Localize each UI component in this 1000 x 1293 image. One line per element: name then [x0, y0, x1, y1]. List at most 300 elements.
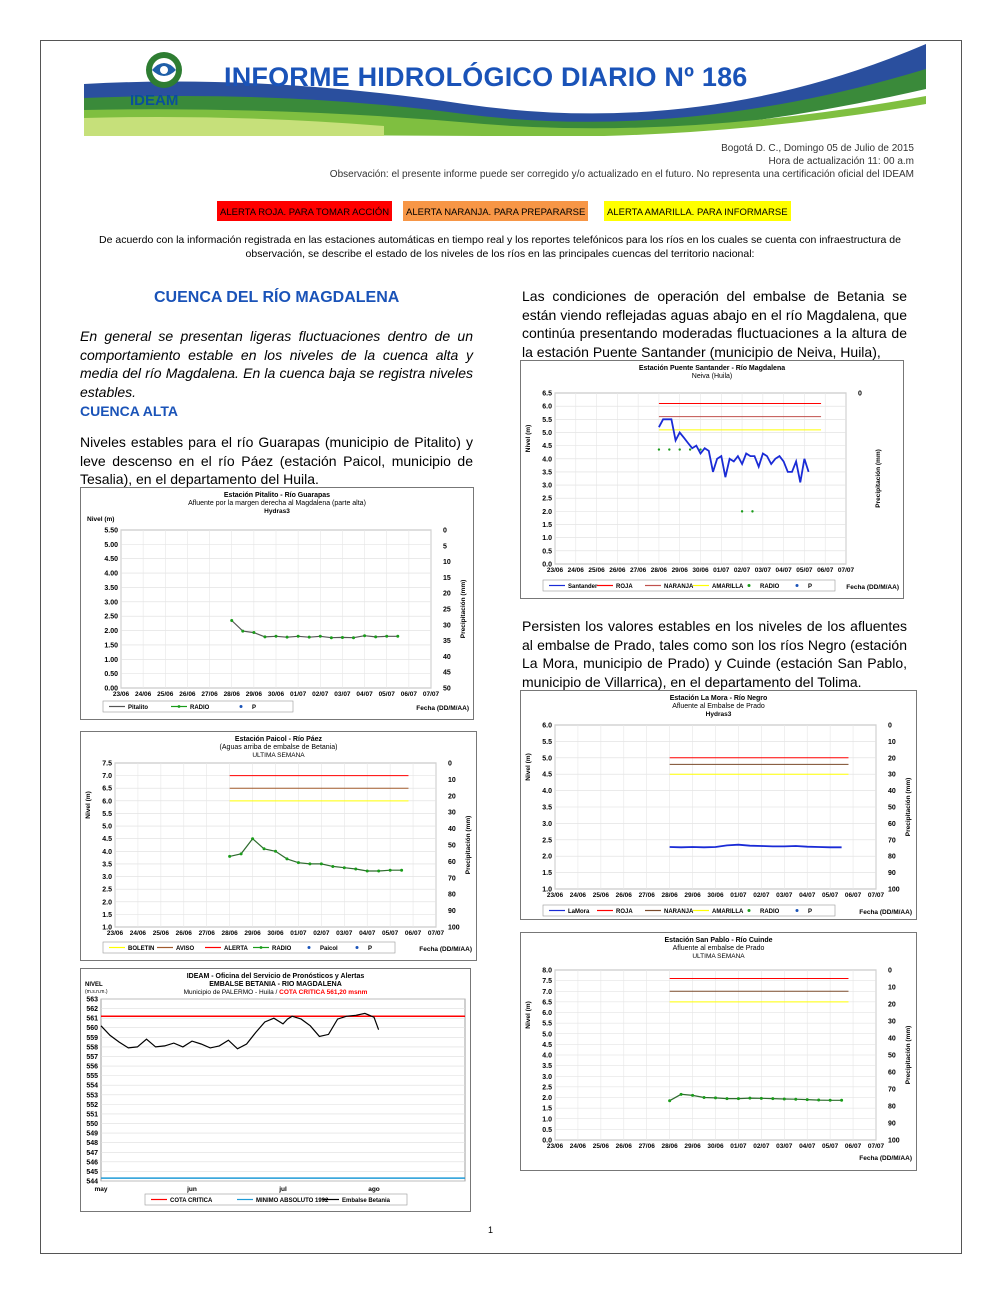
chart-title: Estación Puente Santander - Río Magdalena	[638, 365, 786, 372]
y-tick-label: 5.0	[542, 429, 552, 437]
data-point	[320, 862, 323, 865]
y-tick-label: 6.0	[542, 1010, 552, 1017]
y-tick-label: 0.50	[104, 671, 118, 679]
y2-tick-label: 5	[443, 543, 447, 551]
x-tick-label: 25/06	[592, 892, 609, 899]
y2-axis-label: Precipitación (mm)	[465, 815, 472, 875]
y2-tick-label: 50	[443, 685, 451, 693]
data-point	[725, 1097, 728, 1100]
x-tick-label: 27/06	[638, 1143, 655, 1150]
y-tick-label: 4.0	[542, 1052, 552, 1060]
x-tick-label: 27/06	[630, 567, 647, 574]
data-point	[319, 635, 322, 638]
y-tick-label: 3.0	[542, 820, 552, 828]
data-point	[308, 862, 311, 865]
legend-label: Embalse Betania	[342, 1198, 391, 1204]
intro-text: De acuerdo con la información registrada en las estaciones automáticas en tiempo real y los reportes telefónicos para los ríos en los cuales se cuenta con infraestructura de observación, se describe el estado de los niveles de los ríos en las principales cuencas del territorio nacional:	[99, 234, 901, 260]
y-tick-label: 5.5	[542, 1020, 552, 1028]
y-tick-label: 4.5	[542, 1041, 552, 1049]
y-tick-label: 544	[86, 1178, 98, 1186]
y-axis-label: Nivel (m)	[87, 516, 115, 523]
y2-tick-label: 90	[888, 1120, 896, 1128]
data-point	[840, 1099, 843, 1102]
x-tick-label: 07/07	[867, 892, 885, 899]
x-tick-label: 03/07	[776, 892, 793, 899]
data-point	[263, 635, 266, 638]
x-tick-label: 28/06	[650, 567, 668, 574]
legend-marker-dot	[178, 705, 181, 708]
x-tick-label: 04/07	[799, 1143, 816, 1150]
y-tick-label: 1.5	[542, 870, 552, 878]
legend-marker	[748, 909, 751, 912]
y-tick-label: 1.5	[542, 1105, 552, 1113]
y-tick-label: 3.0	[542, 1073, 552, 1081]
page-number: 1	[488, 1225, 494, 1235]
y2-tick-label: 20	[443, 590, 451, 598]
x-tick-label: 06/07	[844, 892, 862, 899]
x-tick-label: 04/07	[775, 567, 792, 574]
x-tick-label: 25/06	[157, 691, 174, 698]
legend-label: Pitalito	[128, 705, 149, 711]
y-tick-label: 552	[86, 1101, 98, 1109]
legend-label: AVISO	[176, 946, 195, 952]
chart-title: Estación Paicol - Río Páez	[234, 736, 323, 743]
chart-betania	[80, 968, 471, 1212]
y2-tick-label: 100	[448, 924, 460, 932]
y-tick-label: 7.0	[102, 773, 112, 781]
x-tick-label: 26/06	[615, 1143, 632, 1150]
y2-axis-label: Precipitación (mm)	[905, 1025, 912, 1085]
legend-label: ROJA	[616, 584, 633, 590]
y-tick-label: 546	[86, 1159, 98, 1167]
y2-tick-label: 50	[448, 842, 456, 850]
y-tick-label: 558	[86, 1044, 98, 1052]
subsection-title: CUENCA ALTA	[80, 403, 178, 419]
y-tick-label: 1.0	[542, 1116, 552, 1124]
x-tick-label: 24/06	[569, 892, 587, 899]
chart-subtitle-2: Municipio de PALERMO - Huila / COTA CRITICA 561,20 msnm	[183, 989, 368, 996]
data-point	[829, 1099, 832, 1102]
data-point	[689, 448, 691, 450]
legend-marker	[748, 584, 751, 587]
x-tick-label: 03/07	[334, 691, 351, 698]
y2-tick-label: 40	[888, 788, 896, 796]
y-tick-label: 8.0	[542, 967, 552, 975]
x-tick-label: may	[94, 1186, 108, 1193]
legend-label: ALERTA	[224, 946, 248, 952]
data-point	[385, 635, 388, 638]
data-point	[275, 635, 278, 638]
chart-subtitle: (Aguas arriba de embalse de Betania)	[219, 744, 338, 751]
y-tick-label: 1.0	[102, 924, 112, 932]
x-tick-label: 03/07	[336, 930, 353, 937]
y-tick-label: 7.0	[542, 988, 552, 996]
y-tick-label: 557	[86, 1053, 98, 1061]
y2-tick-label: 60	[448, 858, 456, 866]
y2-tick-label: 70	[448, 875, 456, 883]
y-tick-label: 2.5	[542, 837, 552, 845]
logo-text: IDEAM	[130, 92, 179, 109]
x-tick-label: 30/06	[707, 1143, 724, 1150]
y2-tick-label: 10	[448, 776, 456, 784]
y-axis-unit: (m.s.n.m.)	[85, 989, 108, 995]
summary-text: En general se presentan ligeras fluctuaciones dentro de un comportamiento estable en los niveles de la cuenca alta y media del río Magdalena. En la cuenca baja se registra niveles estables.	[80, 328, 473, 400]
alert-orange-badge: ALERTA NARANJA. PARA PREPARARSE	[403, 201, 588, 221]
section-title: CUENCA DEL RÍO MAGDALENA	[154, 289, 400, 306]
chart-betania-svg	[81, 969, 470, 1211]
data-point	[330, 636, 333, 639]
y2-tick-label: 30	[888, 1018, 896, 1026]
data-point	[263, 847, 266, 850]
y-tick-label: 2.5	[102, 886, 112, 894]
legend-label: AMARILLA	[712, 584, 744, 590]
x-tick-label: 23/06	[546, 1143, 564, 1150]
y2-tick-label: 40	[888, 1035, 896, 1043]
y2-tick-label: 0	[448, 760, 452, 768]
x-axis-label: Fecha (DD/M/AA)	[859, 909, 912, 916]
x-tick-label: 29/06	[684, 892, 701, 899]
y2-axis-label: Precipitación (mm)	[875, 449, 882, 508]
y2-axis-label: Precipitación (mm)	[460, 579, 467, 639]
legend-marker	[796, 909, 799, 912]
y-tick-label: 0.5	[542, 1126, 552, 1134]
y-tick-label: 5.5	[542, 416, 552, 424]
data-point	[817, 1099, 820, 1102]
x-tick-label: 02/07	[733, 567, 751, 574]
y2-axis-label: Precipitación (mm)	[905, 777, 912, 837]
x-tick-label: 27/06	[198, 930, 215, 937]
y2-tick-label: 100	[888, 1137, 900, 1145]
y-tick-label: 0.0	[542, 561, 552, 569]
y-tick-label: 1.5	[102, 911, 112, 919]
chart-lamora	[520, 690, 917, 920]
y-tick-label: 3.5	[542, 1063, 552, 1071]
chart-paicol-svg	[81, 732, 476, 960]
x-tick-label: 23/06	[546, 567, 564, 574]
data-point	[699, 448, 701, 450]
y-tick-label: 1.00	[104, 656, 118, 664]
legend-label: RADIO	[760, 584, 780, 590]
x-tick-label: 29/06	[244, 930, 261, 937]
y-axis-label: Nivel (m)	[525, 424, 532, 453]
y-tick-label: 6.0	[542, 722, 552, 730]
x-tick-label: 29/06	[245, 691, 262, 698]
y-tick-label: 547	[86, 1149, 98, 1157]
legend-label: P	[252, 705, 257, 711]
x-tick-label: 28/06	[221, 930, 238, 937]
data-point	[703, 1096, 706, 1099]
chart-pitalito-svg	[81, 488, 473, 719]
y2-tick-label: 50	[888, 804, 896, 812]
y2-tick-label: 80	[448, 891, 456, 899]
data-point	[297, 635, 300, 638]
x-tick-label: 30/06	[707, 892, 724, 899]
x-tick-label: 07/07	[867, 1143, 885, 1150]
legend-label: RADIO	[760, 909, 780, 915]
x-tick-label: 25/06	[588, 567, 605, 574]
y-tick-label: 553	[86, 1092, 98, 1100]
y-tick-label: 4.5	[542, 443, 552, 451]
x-tick-label: 01/07	[713, 567, 730, 574]
y-tick-label: 3.5	[102, 861, 112, 869]
data-point	[285, 857, 288, 860]
chart-paicol	[80, 731, 477, 961]
chart-lamora-svg	[521, 691, 916, 919]
x-tick-label: 01/07	[730, 892, 747, 899]
y-tick-label: 0.5	[542, 548, 552, 556]
alert-yellow-badge: ALERTA AMARILLA. PARA INFORMARSE	[604, 201, 791, 221]
y2-tick-label: 0	[888, 722, 892, 730]
y-tick-label: 5.5	[542, 738, 552, 746]
x-axis-label: Fecha (DD/M/AA)	[846, 584, 899, 591]
y-tick-label: 554	[86, 1082, 98, 1090]
x-tick-label: 01/07	[730, 1143, 747, 1150]
chart-subtitle: Afluente por la margen derecha al Magdalena (parte alta)	[188, 500, 366, 507]
data-point	[228, 855, 231, 858]
y-tick-label: 0.00	[104, 685, 118, 693]
data-point	[771, 1097, 774, 1100]
data-point	[748, 1097, 751, 1100]
x-tick-label: 28/06	[661, 1143, 678, 1150]
y-tick-label: 3.00	[104, 599, 118, 607]
y-tick-label: 4.5	[542, 771, 552, 779]
x-tick-label: 26/06	[179, 691, 196, 698]
y2-tick-label: 100	[888, 886, 900, 894]
y2-tick-label: 25	[443, 606, 451, 614]
x-tick-label: 05/07	[378, 691, 395, 698]
y-axis-label: Nivel (m)	[525, 753, 532, 781]
x-tick-label: 05/07	[822, 892, 839, 899]
chart-subtitle: Afluente al Embalse de Prado	[672, 703, 765, 710]
data-point	[806, 1098, 809, 1101]
chart-title: Estación San Pablo - Río Cuinde	[664, 937, 773, 944]
data-point	[374, 635, 377, 638]
y-tick-label: 2.5	[542, 1084, 552, 1092]
x-tick-label: 23/06	[106, 930, 124, 937]
y2-tick-label: 30	[448, 809, 456, 817]
y-tick-label: 2.00	[104, 628, 118, 636]
y2-tick-label: 40	[448, 826, 456, 834]
y2-tick-label: 70	[888, 1086, 896, 1094]
chart-subtitle-highlight: COTA CRITICA 561,20 msnm	[277, 989, 368, 996]
y2-tick-label: 50	[888, 1052, 896, 1060]
x-tick-label: 30/06	[692, 567, 709, 574]
x-tick-label: 04/07	[356, 691, 373, 698]
legend-label: Paicol	[320, 946, 338, 952]
x-tick-label: 02/07	[312, 691, 329, 698]
y-axis-label: NIVEL	[85, 982, 103, 988]
y-tick-label: 2.0	[542, 1095, 552, 1102]
data-point	[751, 510, 753, 512]
y-tick-label: 5.0	[102, 823, 112, 831]
y-tick-label: 563	[86, 996, 98, 1004]
y-axis-label: Nivel (m)	[85, 791, 92, 819]
data-point	[343, 866, 346, 869]
legend-label: P	[368, 946, 373, 952]
y2-tick-label: 0	[858, 390, 862, 398]
legend-label: RADIO	[272, 946, 292, 952]
data-point	[658, 448, 660, 450]
x-tick-label: 03/07	[754, 567, 771, 574]
legend-label: MINIMO ABSOLUTO 1992	[256, 1198, 329, 1204]
x-tick-label: 26/06	[175, 930, 192, 937]
y2-tick-label: 20	[888, 1001, 896, 1009]
y-tick-label: 7.5	[542, 978, 552, 986]
y-tick-label: 5.5	[102, 810, 112, 818]
betania-text: Las condiciones de operación del embalse de Betania se están viendo reflejadas aguas abajo en el río Magdalena, que continúa presentando moderadas fluctuaciones a la altura de la estación Puente Santander (municipio de Neiva, Huila),	[522, 288, 907, 360]
y-tick-label: 549	[86, 1130, 98, 1138]
x-tick-label: 05/07	[822, 1143, 839, 1150]
y2-tick-label: 35	[443, 638, 451, 646]
data-point	[274, 850, 277, 853]
data-point	[691, 1094, 694, 1097]
y-tick-label: 7.5	[102, 760, 112, 768]
chart-pitalito	[80, 487, 474, 720]
legend-label: Santander	[568, 584, 598, 590]
x-tick-label: 01/07	[290, 691, 307, 698]
y-tick-label: 1.50	[104, 642, 118, 650]
y2-tick-label: 80	[888, 853, 896, 861]
chart-sanpablo	[520, 932, 917, 1171]
y2-tick-label: 10	[443, 559, 451, 567]
y-tick-label: 2.50	[104, 613, 118, 621]
x-tick-label: 23/06	[546, 892, 564, 899]
data-point	[331, 865, 334, 868]
x-tick-label: 30/06	[267, 930, 284, 937]
y2-tick-label: 60	[888, 820, 896, 828]
data-point	[760, 1097, 763, 1100]
legend-label: P	[808, 584, 813, 590]
data-point	[783, 1097, 786, 1100]
y2-tick-label: 80	[888, 1103, 896, 1111]
x-tick-label: 24/06	[135, 691, 152, 698]
x-tick-label: 06/07	[400, 691, 417, 698]
y-tick-label: 5.0	[542, 1031, 552, 1039]
y2-tick-label: 90	[888, 870, 896, 878]
chart-subtitle-2: ULTIMA SEMANA	[692, 953, 745, 960]
y-tick-label: 2.0	[542, 853, 552, 861]
x-tick-label: 05/07	[796, 567, 813, 574]
x-tick-label: 04/07	[359, 930, 376, 937]
x-tick-label: 07/07	[427, 930, 445, 937]
page-title: INFORME HIDROLÓGICO DIARIO Nº 186	[224, 62, 748, 92]
x-tick-label: 02/07	[313, 930, 330, 937]
data-point	[363, 634, 366, 637]
data-point	[389, 869, 392, 872]
data-point	[354, 867, 357, 870]
y2-tick-label: 0	[888, 967, 892, 975]
x-tick-label: 28/06	[661, 892, 678, 899]
data-point	[680, 1093, 683, 1096]
y-tick-label: 4.0	[102, 848, 112, 856]
data-point	[714, 1096, 717, 1099]
data-point	[297, 861, 300, 864]
legend-label: NARANJA	[664, 909, 694, 915]
x-tick-label: 24/06	[567, 567, 584, 574]
y-tick-label: 4.50	[104, 556, 118, 564]
y-tick-label: 3.0	[542, 482, 552, 490]
legend-label: COTA CRITICA	[170, 1198, 213, 1204]
x-axis-label: Fecha (DD/M/AA)	[859, 1155, 912, 1162]
legend-marker-dot	[260, 946, 263, 949]
date-line: Bogotá D. C., Domingo 05 de Julio de 2015	[721, 143, 914, 154]
y-tick-label: 6.5	[542, 999, 552, 1007]
chart-subtitle-2: Hydras3	[705, 711, 732, 718]
y-tick-label: 4.0	[542, 788, 552, 796]
y-tick-label: 5.50	[104, 527, 118, 535]
legend-label: BOLETIN	[128, 946, 155, 952]
y2-tick-label: 90	[448, 908, 456, 916]
x-tick-label: 04/07	[799, 892, 816, 899]
y-tick-label: 545	[86, 1168, 98, 1176]
x-axis-label: Fecha (DD/M/AA)	[419, 946, 472, 953]
disclaimer-note: Observación: el presente informe puede ser corregido y/o actualizado en el futuro. No representa una certificación oficial del IDEAM	[329, 169, 914, 180]
y-tick-label: 4.5	[102, 836, 112, 844]
y2-tick-label: 40	[443, 653, 451, 661]
legend-label: P	[808, 909, 813, 915]
data-point	[251, 837, 254, 840]
data-point	[396, 635, 399, 638]
y-tick-label: 548	[86, 1140, 98, 1148]
x-tick-label: 25/06	[592, 1143, 609, 1150]
x-tick-label: 26/06	[615, 892, 632, 899]
plot-area	[101, 999, 465, 1181]
y2-tick-label: 70	[888, 837, 896, 845]
y2-tick-label: 45	[443, 669, 451, 677]
x-tick-label: 27/06	[638, 892, 655, 899]
x-tick-label: 23/06	[112, 691, 130, 698]
y-axis-label: Nivel (m)	[525, 1001, 532, 1029]
chart-subtitle-2: ULTIMA SEMANA	[252, 752, 305, 759]
chart-subtitle-2: Hydras3	[264, 508, 290, 515]
x-tick-label: 02/07	[753, 1143, 770, 1150]
chart-subtitle: Neiva (Huila)	[691, 373, 733, 380]
y2-tick-label: 20	[448, 793, 456, 801]
y-tick-label: 2.0	[542, 508, 552, 516]
data-point	[352, 636, 355, 639]
y-tick-label: 5.00	[104, 541, 118, 549]
x-tick-label: 28/06	[223, 691, 240, 698]
y2-tick-label: 0	[443, 527, 447, 535]
chart-santander	[520, 360, 904, 599]
data-point	[241, 630, 244, 633]
data-point	[794, 1098, 797, 1101]
chart-subtitle: EMBALSE BETANIA - RIO MAGDALENA	[209, 981, 342, 988]
legend-label: AMARILLA	[712, 909, 744, 915]
y-tick-label: 2.0	[102, 899, 112, 907]
x-axis-label: Fecha (DD/M/AA)	[416, 705, 469, 712]
y-tick-label: 6.0	[542, 403, 552, 411]
legend-marker	[240, 705, 243, 708]
chart-title: Estación La Mora - Río Negro	[669, 695, 768, 702]
y-tick-label: 1.0	[542, 535, 552, 543]
legend-marker	[308, 946, 311, 949]
y2-tick-label: 30	[888, 771, 896, 779]
y-tick-label: 560	[86, 1025, 98, 1033]
x-tick-label: 06/07	[817, 567, 834, 574]
y-tick-label: 6.5	[102, 785, 112, 793]
data-point	[366, 869, 369, 872]
y-tick-label: 556	[86, 1063, 98, 1071]
y-tick-label: 5.0	[542, 755, 552, 763]
data-point	[230, 619, 233, 622]
y-tick-label: 6.0	[102, 798, 112, 806]
prado-text: Persisten los valores estables en los niveles de los afluentes al embalse de Prado, tales como son los ríos Negro (estación La Mora, municipio de Prado) y Cuinde (estación San Pablo, municipio de Villarrica), en el departamento del Tolima.	[522, 618, 907, 690]
y-tick-label: 1.0	[542, 886, 552, 894]
chart-title: IDEAM - Oficina del Servicio de Pronósticos y Alertas	[186, 973, 365, 980]
x-tick-label: 07/07	[422, 691, 440, 698]
x-tick-label: 07/07	[837, 567, 855, 574]
